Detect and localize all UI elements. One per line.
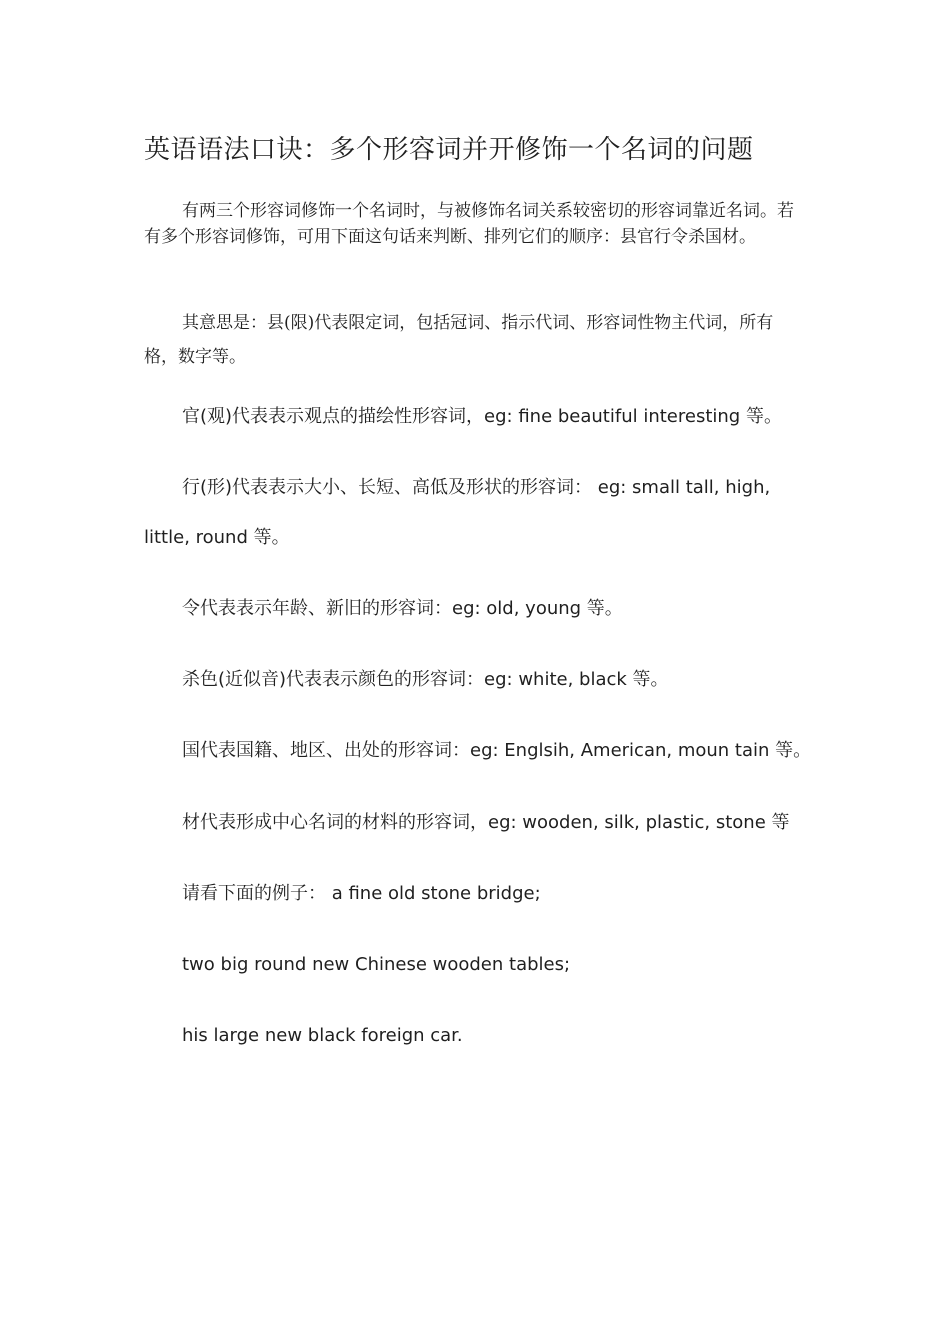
size-shape-adjectives-line: 行(形)代表表示大小、长短、高低及形状的形容词： eg: small tall, high, — [182, 477, 771, 498]
example-intro-line: 请看下面的例子： a fine old stone bridge; — [182, 883, 541, 904]
opinion-adjectives-line: 官(观)代表表示观点的描绘性形容词，eg: fine beautiful interesting 等。 — [182, 406, 782, 427]
age-adjectives-line: 令代表表示年龄、新旧的形容词：eg: old, young 等。 — [182, 598, 623, 619]
example-line-2: two big round new Chinese wooden tables; — [182, 954, 571, 975]
intro-paragraph: 有两三个形容词修饰一个名词时，与被修饰名词关系较密切的形容词靠近名词。若有多个形容词修饰，可用下面这句话来判断、排列它们的顺序：县官行令杀国材。 — [144, 201, 794, 247]
example-line-3: his large new black foreign car. — [182, 1025, 463, 1046]
origin-adjectives-line: 国代表国籍、地区、出处的形容词：eg: Englsih, American, moun tain 等。 — [182, 740, 812, 761]
meaning-paragraph: 其意思是：县(限)代表限定词，包括冠词、指示代词、形容词性物主代词，所有格，数字等。 — [144, 313, 774, 367]
material-adjectives-line: 材代表形成中心名词的材料的形容词，eg: wooden, silk, plastic, stone 等 — [182, 812, 790, 833]
size-shape-adjectives-continuation: little, round 等。 — [144, 527, 290, 548]
color-adjectives-line: 杀色(近似音)代表表示颜色的形容词：eg: white, black 等。 — [182, 669, 669, 690]
document-title: 英语语法口诀：多个形容词并开修饰一个名词的问题 — [144, 135, 754, 165]
